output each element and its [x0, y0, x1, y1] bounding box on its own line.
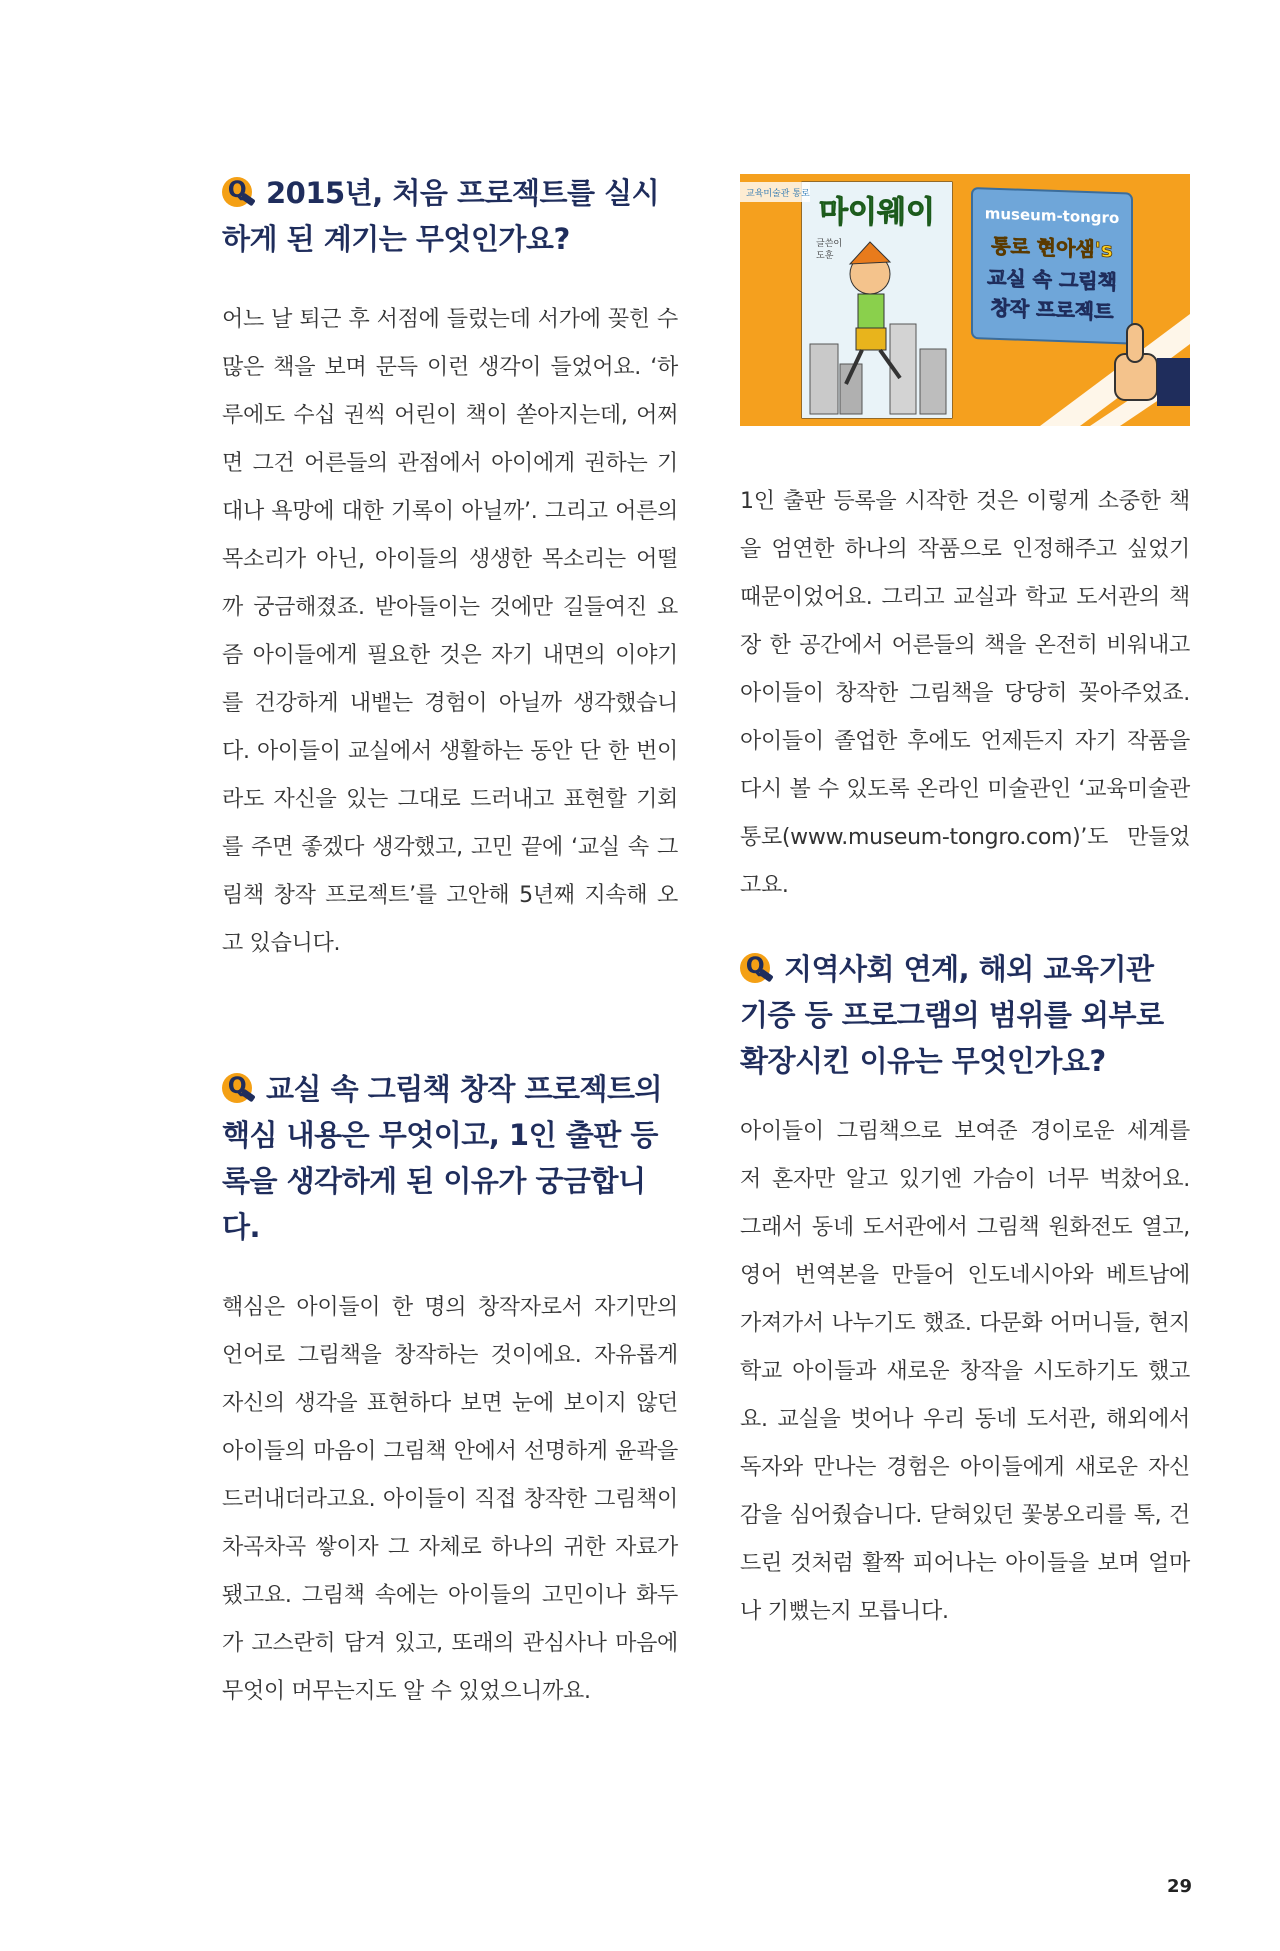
svg-text:글쓴이: 글쓴이	[816, 239, 843, 249]
q-badge-icon: Q	[740, 953, 774, 983]
left-column	[222, 170, 678, 1716]
banner-line3-text: 창작 프로젝트	[990, 295, 1114, 324]
banner-site-text: museum-tongro	[984, 204, 1120, 228]
q-badge-icon: Q	[222, 1073, 256, 1103]
svg-text:도훈: 도훈	[816, 251, 834, 261]
banner-line1-text: 통로 현아샘's	[991, 233, 1113, 262]
q-badge-icon: Q	[222, 177, 256, 207]
illustration-svg	[740, 174, 1190, 426]
question-heading-2	[222, 1066, 678, 1250]
question-1-text: 2015년, 처음 프로젝트를 실시하게 된 계기는 무엇인가요?	[222, 176, 660, 256]
answer-2-paragraph: 핵심은 아이들이 한 명의 창작자로서 자기만의 언어로 그림책을 창작하는 것이에요. 자유롭게 자신의 생각을 표현하다 보면 눈에 보이지 않던 아이들의 마음이 그림책 안에서 선명하게 윤곽을 드러내더라고요. 아이들이 직접 창작한 그림책이 차곡차곡 쌓이자 그 자체로 하나의 귀한 자료가 됐고요. 그림책 속에는 아이들의 고민이나 화두가 고스란히 담겨 있고, 또래의 관심사나 마음에 무엇이 머무는지도 알 수 있었으니까요.	[222, 1295, 678, 1704]
question-heading-3	[740, 946, 1190, 1084]
answer-3-paragraph: 아이들이 그림책으로 보여준 경이로운 세계를 저 혼자만 알고 있기엔 가슴이 너무 벅찼어요. 그래서 동네 도서관에서 그림책 원화전도 열고, 영어 번역본을 만들어 인도네시아와 베트남에 가져가서 나누기도 했죠. 다문화 어머니들, 현지 학교 아이들과 새로운 창작을 시도하기도 했고요. 교실을 벗어나 우리 동네 도서관, 해외에서 독자와 만나는 경험은 아이들에게 새로운 자신감을 심어줬습니다. 닫혀있던 꽃봉오리를 톡, 건드린 것처럼 활짝 피어나는 아이들을 보며 얼마나 기뻤는지 모릅니다.	[740, 1119, 1190, 1624]
banner-line2-text: 교실 속 그림책	[987, 265, 1117, 295]
right-column	[740, 478, 1190, 1636]
question-2-text: 교실 속 그림책 창작 프로젝트의 핵심 내용은 무엇이고, 1인 출판 등록을 생각하게 된 이유가 궁금합니다.	[222, 1072, 663, 1244]
page-number: 29	[1166, 1876, 1192, 1897]
question-3-text: 지역사회 연계, 해외 교육기관 기증 등 프로그램의 범위를 외부로 확장시킨 이유는 무엇인가요?	[740, 952, 1164, 1078]
book-cover-illustration	[740, 174, 1190, 426]
logo-text: 교육미술관 통로	[746, 189, 810, 199]
answer-2-continued-paragraph: 1인 출판 등록을 시작한 것은 이렇게 소중한 책을 엄연한 하나의 작품으로 인정해주고 싶었기 때문이었어요. 그리고 교실과 학교 도서관의 책장 한 공간에서 어른들의 책을 온전히 비워내고 아이들이 창작한 그림책을 당당히 꽂아주었죠. 아이들이 졸업한 후에도 언제든지 자기 작품을 다시 볼 수 있도록 온라인 미술관인 ‘교육미술관 통로(www.museum-tongro.com)’도 만들었고요.	[740, 489, 1190, 898]
answer-1-paragraph: 어느 날 퇴근 후 서점에 들렀는데 서가에 꽂힌 수많은 책을 보며 문득 이런 생각이 들었어요. ‘하루에도 수십 권씩 어린이 책이 쏟아지는데, 어쩌면 그건 어른들의 관점에서 아이에게 권하는 기대나 욕망에 대한 기록이 아닐까’. 그리고 어른의 목소리가 아닌, 아이들의 생생한 목소리는 어떨까 궁금해졌죠. 받아들이는 것에만 길들여진 요즘 아이들에게 필요한 것은 자기 내면의 이야기를 건강하게 내뱉는 경험이 아닐까 생각했습니다. 아이들이 교실에서 생활하는 동안 단 한 번이라도 자신을 있는 그대로 드러내고 표현할 기회를 주면 좋겠다 생각했고, 고민 끝에 ‘교실 속 그림책 창작 프로젝트’를 고안해 5년째 지속해 오고 있습니다.	[222, 307, 678, 956]
question-heading-1	[222, 170, 678, 262]
book-title-text: 마이웨이	[819, 195, 935, 230]
